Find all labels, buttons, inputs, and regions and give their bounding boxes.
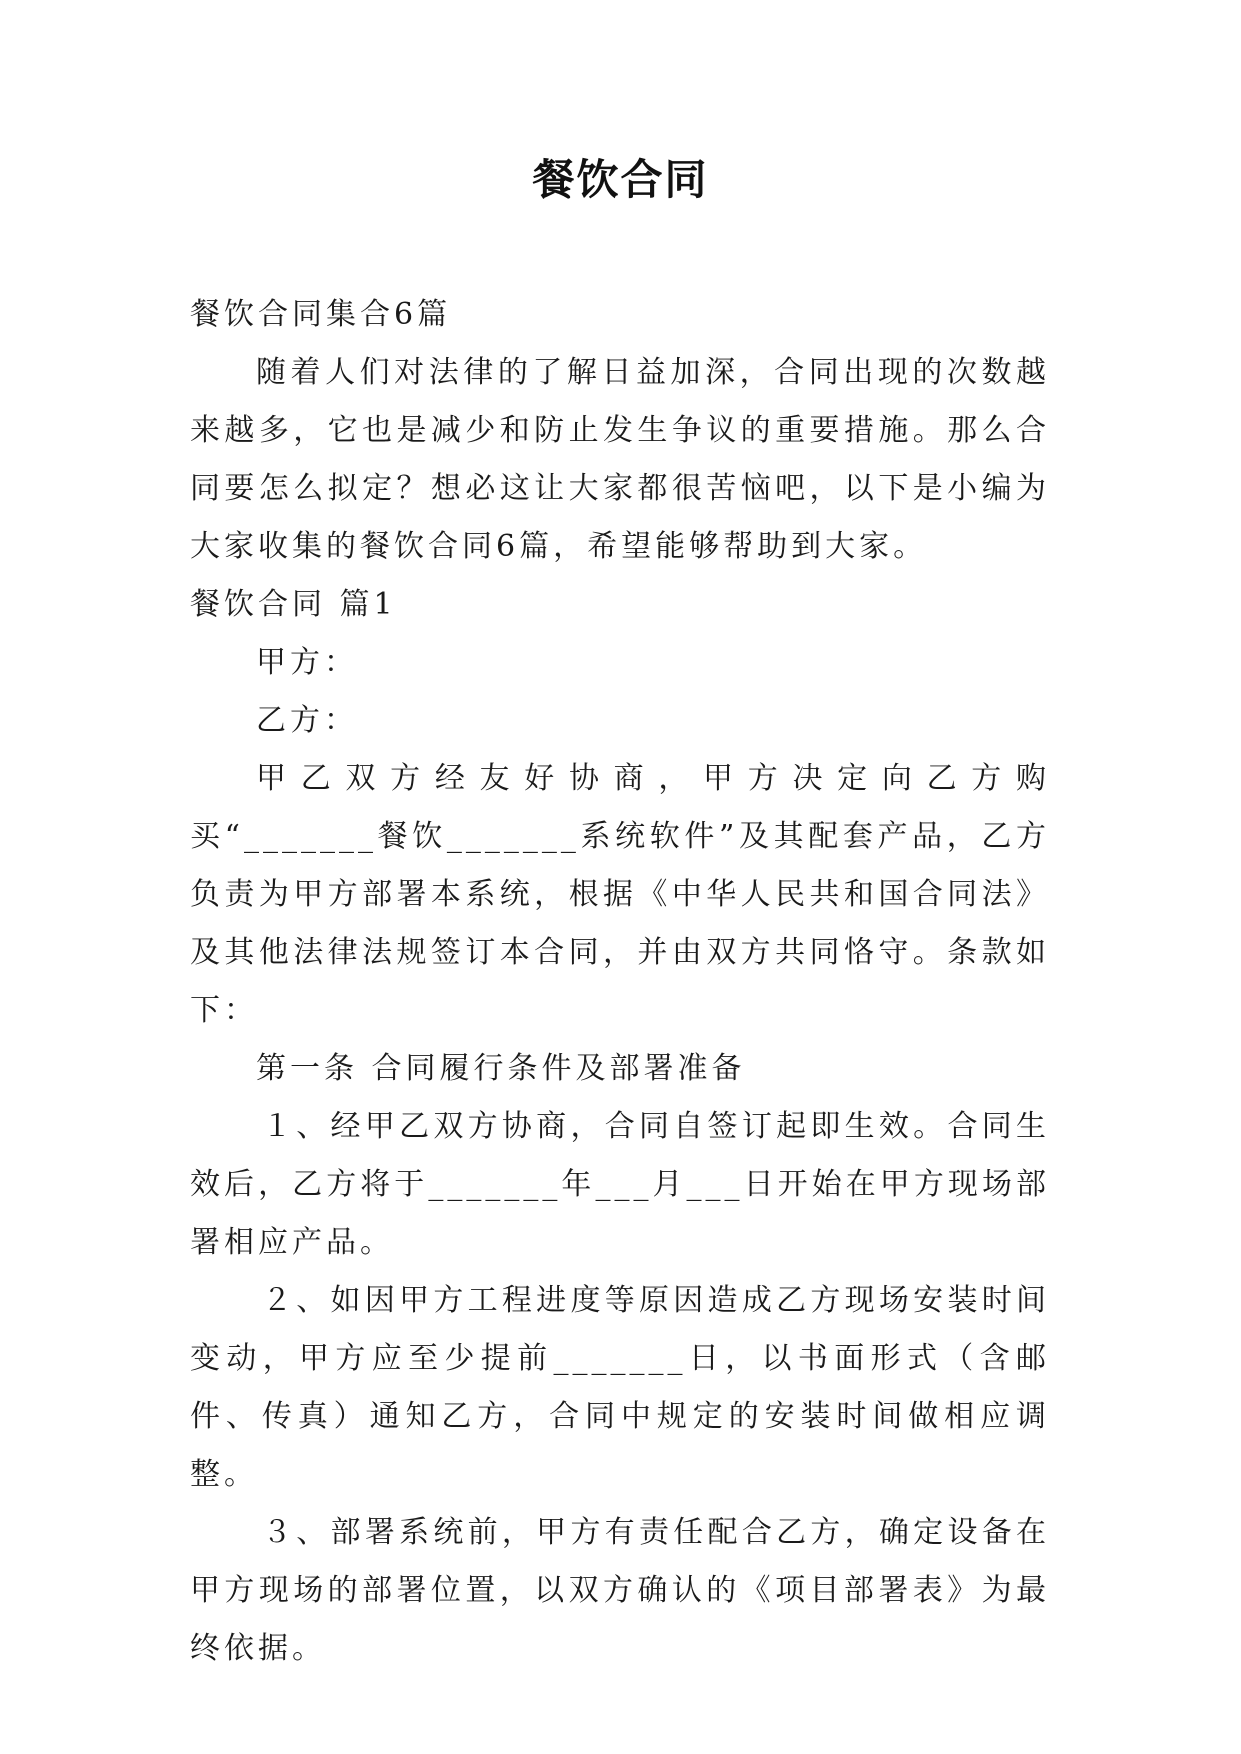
article-1-heading: 第一条 合同履行条件及部署准备 — [256, 1051, 746, 1086]
preamble-paragraph: 甲乙双方经友好协商，甲方决定向乙方购买“_______餐饮_______系统软件”及其配套产品，乙方负责为甲方部署本系统，根据《中华人民共和国合同法》及其他法律法规签订本合同，并由双方共同恪守。条款如下： — [190, 761, 1050, 1028]
party-b-line: 乙方： — [256, 703, 358, 738]
document-subtitle: 餐饮合同集合6篇 — [190, 297, 452, 332]
intro-paragraph: 随着人们对法律的了解日益加深，合同出现的次数越来越多，它也是减少和防止发生争议的重要措施。那么合同要怎么拟定？想必这让大家都很苦恼吧，以下是小编为大家收集的餐饮合同6篇，希望能够帮助到大家。 — [190, 355, 1050, 564]
clause-2-paragraph: ２、如因甲方工程进度等原因造成乙方现场安装时间变动，甲方应至少提前_______日，以书面形式（含邮件、传真）通知乙方，合同中规定的安装时间做相应调整。 — [190, 1283, 1050, 1492]
document-body — [190, 286, 1050, 1678]
section-heading: 餐饮合同 篇1 — [190, 587, 397, 622]
document-title: 餐饮合同 — [532, 155, 709, 204]
party-a-line: 甲方： — [256, 645, 358, 680]
clause-1-paragraph: １、经甲乙双方协商，合同自签订起即生效。合同生效后，乙方将于_______年___月___日开始在甲方现场部署相应产品。 — [190, 1109, 1050, 1260]
clause-3-paragraph: ３、部署系统前，甲方有责任配合乙方，确定设备在甲方现场的部署位置，以双方确认的《项目部署表》为最终依据。 — [190, 1515, 1050, 1666]
